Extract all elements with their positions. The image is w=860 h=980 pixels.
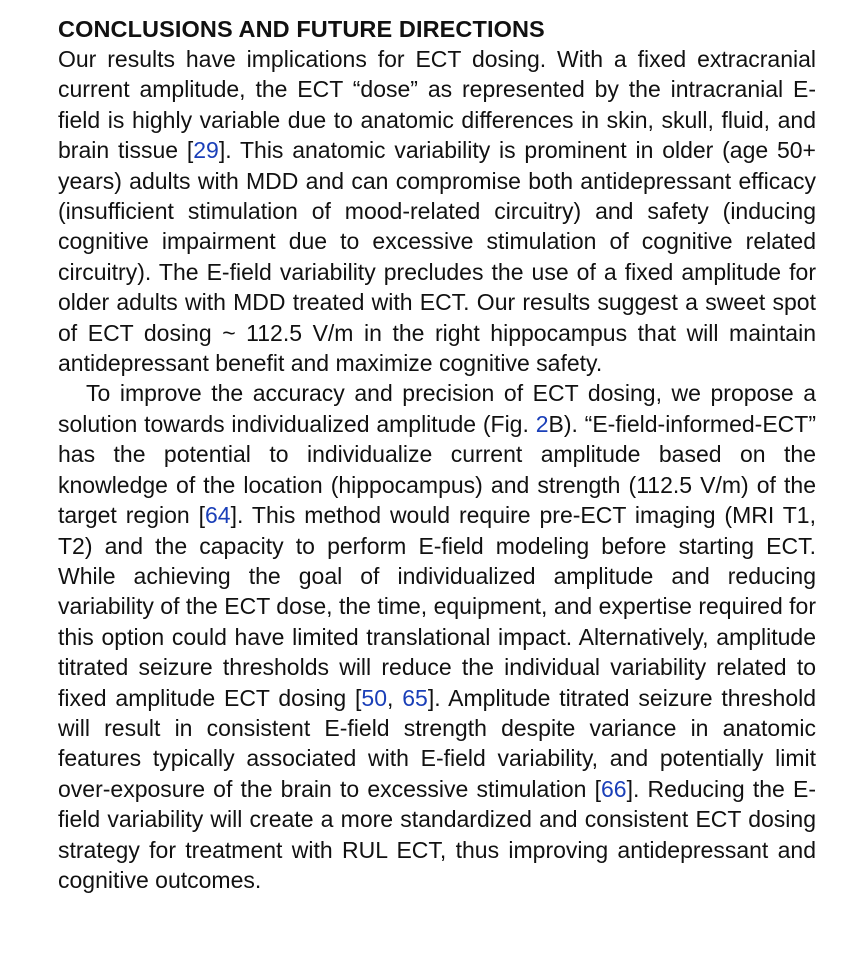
- citation-link-29[interactable]: 29: [193, 137, 219, 164]
- citation-link-66[interactable]: 66: [600, 775, 627, 802]
- paragraph-text: To improve the accuracy and precision of ECT dosing, we propose a solution towards individualized amplitude (Fig.: [58, 380, 816, 437]
- paragraph-text: ]. This method would require pre-ECT imaging (MRI T1, T2) and the capacity to perform E-field modeling before starting ECT. While achieving the goal of individualized amplitude and reducing variability of the ECT dose, the time, equipment, and expertise required for this option could have limited translational impact. Alternatively, amplitude titrated seizure thresholds will reduce the individual variability related to fixed amplitude ECT dosing [: [58, 502, 816, 711]
- article-section: [58, 14, 816, 895]
- paragraph-text: ]. Amplitude titrated seizure threshold will result in consistent E-field strength despite variance in anatomic features typically associated with E-field variability, and potentially limit over-exposure of the brain to excessive stimulation [: [58, 684, 817, 802]
- paragraph-1: [58, 44, 816, 378]
- paragraph-text: ,: [387, 684, 403, 711]
- citation-link-50[interactable]: 50: [361, 684, 387, 711]
- paragraph-2: [58, 378, 816, 895]
- paragraph-text: Our results have implications for ECT dosing. With a fixed extracranial current amplitude, the ECT “dose” as represented by the intracranial E-field is highly variable due to anatomic differences in skin, skull, fluid, and brain tissue [: [58, 46, 816, 164]
- paragraph-text: ]. This anatomic variability is prominent in older (age 50+ years) adults with MDD and can compromise both antidepressant efficacy (insufficient stimulation of mood-related circuitry) and safety (inducing cognitive impairment due to excessive stimulation of cognitive related circuitry). The E-field variability precludes the use of a fixed amplitude for older adults with MDD treated with ECT. Our results suggest a sweet spot of ECT dosing ~ 112.5 V/m in the right hippocampus that will maintain antidepressant benefit and maximize cognitive safety.: [58, 137, 816, 377]
- paragraph-text: ]. Reducing the E-field variability will create a more standardized and consistent ECT dosing strategy for treatment with RUL ECT, thus improving antidepressant and cognitive outcomes.: [58, 775, 816, 893]
- figure-link-2[interactable]: 2: [535, 410, 549, 437]
- section-heading: CONCLUSIONS AND FUTURE DIRECTIONS: [58, 16, 545, 42]
- paragraph-text: B). “E-field-informed-ECT” has the potential to individualize current amplitude based on the knowledge of the location (hippocampus) and strength (112.5 V/m) of the target region [: [58, 410, 816, 529]
- citation-link-64[interactable]: 64: [205, 502, 231, 529]
- citation-link-65[interactable]: 65: [402, 684, 428, 711]
